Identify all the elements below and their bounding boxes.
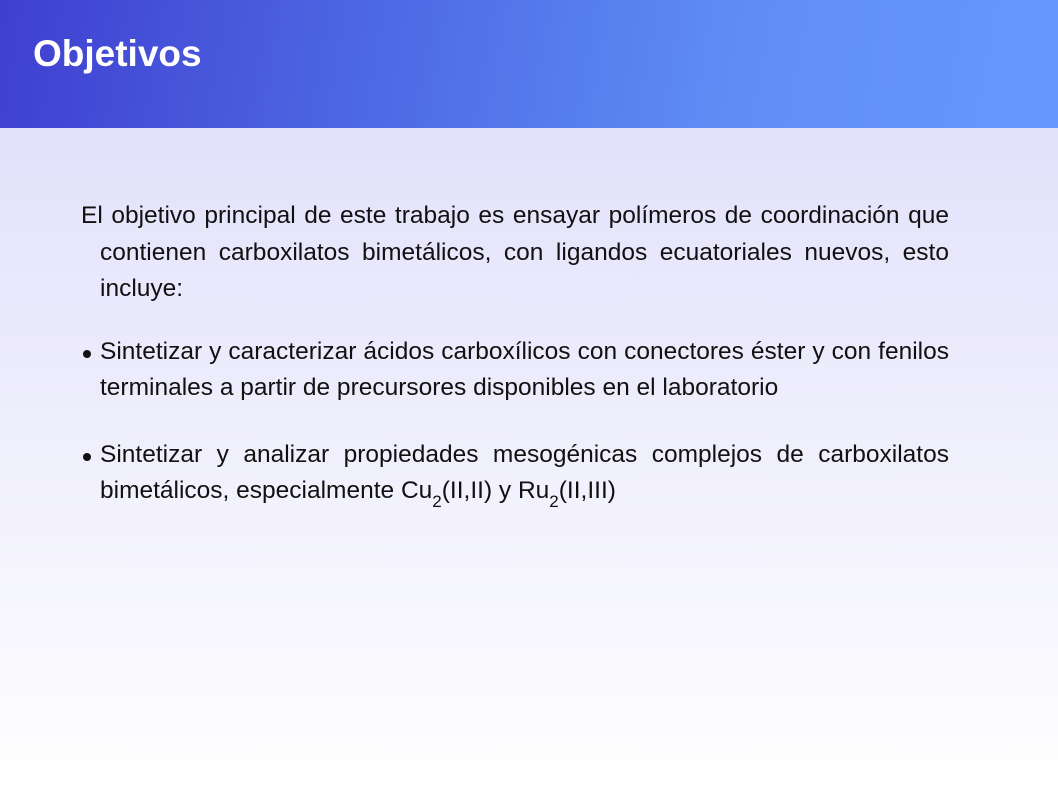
bullet-dot-icon [83, 350, 91, 358]
bullet-item-2 [81, 437, 949, 510]
subscript: 2 [432, 492, 442, 511]
slide-title: Objetivos [33, 33, 202, 74]
bullet-dot-icon [83, 453, 91, 461]
bullet-text-part: (II,II) y Ru [441, 477, 550, 504]
bullet-item-1 [81, 334, 949, 407]
title-bar [0, 0, 1058, 128]
subscript: 2 [549, 492, 559, 511]
bullet-text: Sintetizar y caracterizar ácidos carboxílicos con conectores éster y con fenilos terminales a partir de precursores disponibles en el laboratorio [100, 337, 949, 401]
bullet-text-part: Sintetizar y analizar propiedades mesogénicas complejos de carboxilatos bimetálicos, especialmente Cu [100, 440, 949, 504]
intro-paragraph: El objetivo principal de este trabajo es ensayar polímeros de coordinación que contienen carboxilatos bimetálicos, con ligandos ecuatoriales nuevos, esto incluye: [81, 202, 949, 302]
slide-body [81, 198, 949, 540]
bullet-text-part: (II,III) [558, 477, 616, 504]
